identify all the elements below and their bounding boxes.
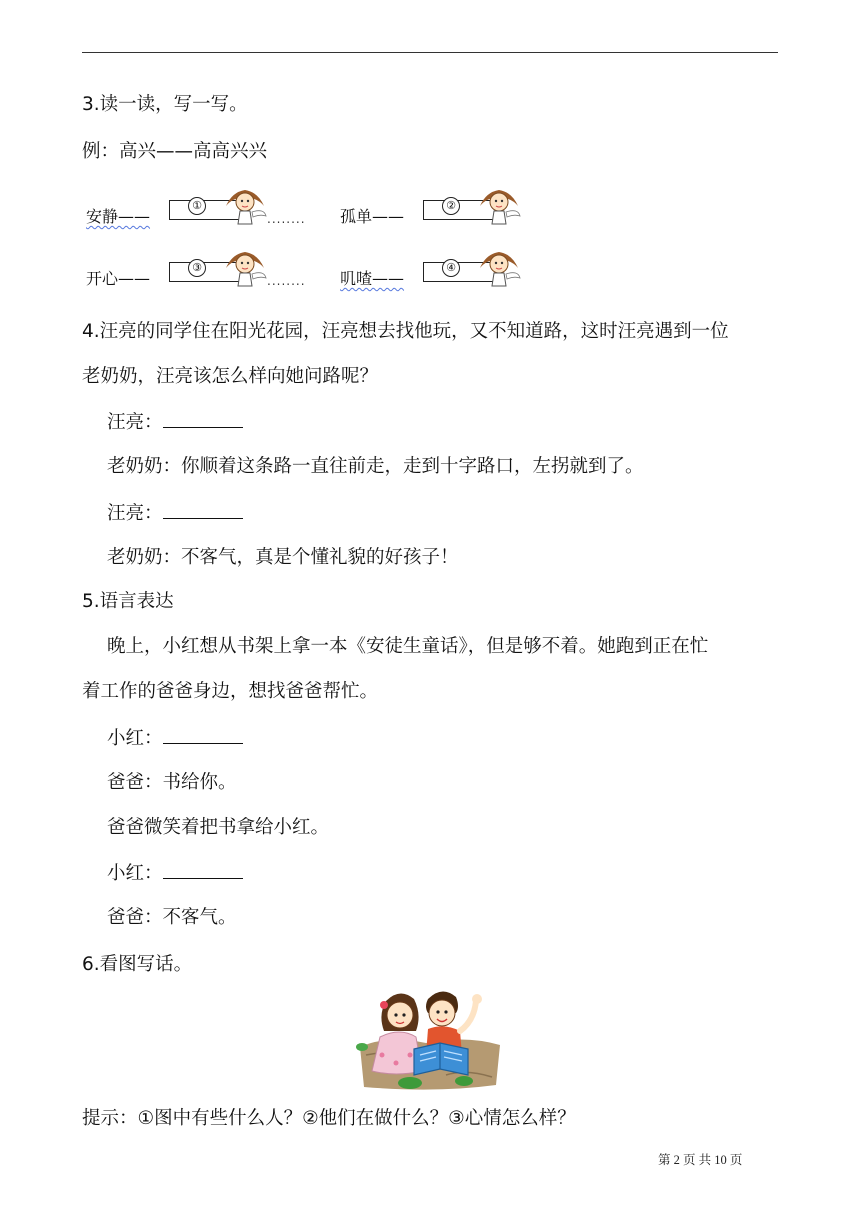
q4-line-2: 老奶奶，汪亮该怎么样向她问路呢？ bbox=[82, 366, 379, 387]
q4-dialogue-2: 老奶奶：你顺着这条路一直往前走，走到十字路口，左拐就到了。 bbox=[107, 456, 644, 477]
exercise-row-1 bbox=[82, 196, 532, 230]
exercise-word-2: 孤单—— bbox=[340, 207, 405, 226]
q3-example: 例：高兴——高高兴兴 bbox=[82, 141, 268, 162]
exercise-row-2 bbox=[82, 258, 532, 292]
q5-paragraph-2: 着工作的爸爸身边，想找爸爸帮忙。 bbox=[82, 681, 379, 702]
number-circle-2: ② bbox=[442, 197, 460, 215]
header-rule bbox=[82, 52, 778, 53]
answer-blank[interactable] bbox=[163, 860, 243, 879]
q5-dialogue-5: 爸爸：不客气。 bbox=[107, 907, 237, 928]
dotted-leader-1: ........ bbox=[267, 212, 306, 226]
q5-dialogue-4: 小红： bbox=[107, 860, 243, 887]
angel-girl-icon bbox=[476, 184, 522, 226]
q4-dialogue-4: 老奶奶：不客气，真是个懂礼貌的好孩子！ bbox=[107, 547, 459, 568]
exercise-word-1: 安静—— bbox=[86, 207, 151, 226]
exercise-word-3: 开心—— bbox=[86, 269, 151, 288]
number-circle-3: ③ bbox=[188, 259, 206, 277]
q6-title: 6.看图写话。 bbox=[82, 954, 193, 975]
q5-dialogue-3: 爸爸微笑着把书拿给小红。 bbox=[107, 817, 330, 838]
angel-girl-icon bbox=[222, 184, 268, 226]
answer-blank[interactable] bbox=[163, 725, 243, 744]
dotted-leader-2: ........ bbox=[267, 274, 306, 288]
exercise-word-4: 叽喳—— bbox=[340, 269, 405, 288]
number-circle-4: ④ bbox=[442, 259, 460, 277]
q5-paragraph-1: 晚上，小红想从书架上拿一本《安徒生童话》，但是够不着。她跑到正在忙 bbox=[107, 636, 709, 657]
answer-blank[interactable] bbox=[163, 500, 243, 519]
q4-dialogue-1: 汪亮： bbox=[107, 409, 243, 436]
answer-blank[interactable] bbox=[163, 409, 243, 428]
q4-line-1: 4.汪亮的同学住在阳光花园，汪亮想去找他玩，又不知道路，这时汪亮遇到一位 bbox=[82, 321, 729, 342]
q5-dialogue-1: 小红： bbox=[107, 725, 243, 752]
number-circle-1: ① bbox=[188, 197, 206, 215]
angel-girl-icon bbox=[222, 246, 268, 288]
children-reading-illustration bbox=[356, 985, 502, 1093]
q3-title: 3.读一读，写一写。 bbox=[82, 94, 248, 115]
q5-title: 5.语言表达 bbox=[82, 591, 174, 612]
q4-dialogue-3: 汪亮： bbox=[107, 500, 243, 527]
q5-dialogue-2: 爸爸：书给你。 bbox=[107, 772, 237, 793]
q6-hint: 提示：①图中有些什么人？②他们在做什么？③心情怎么样？ bbox=[82, 1108, 576, 1129]
angel-girl-icon bbox=[476, 246, 522, 288]
page-number: 第 2 页 共 10 页 bbox=[658, 1153, 743, 1167]
